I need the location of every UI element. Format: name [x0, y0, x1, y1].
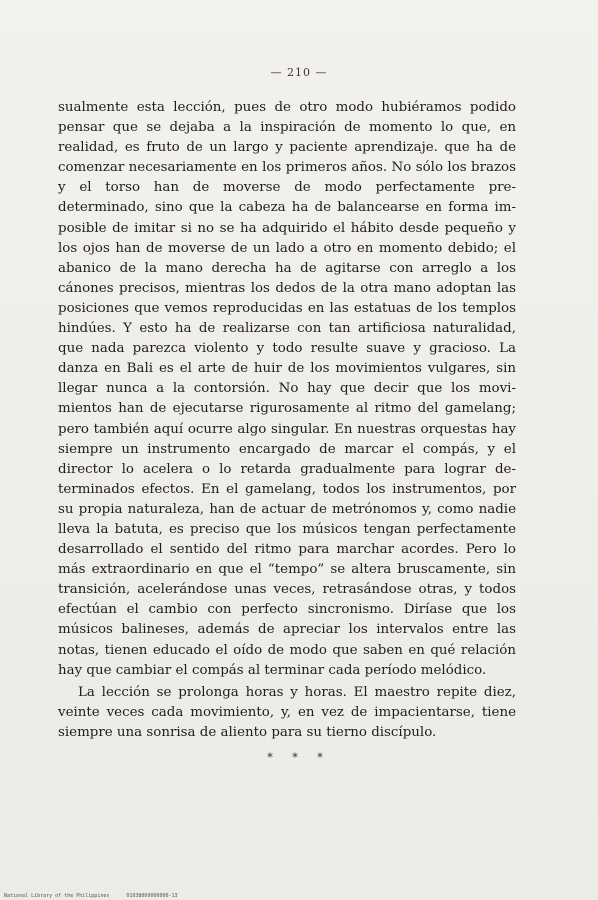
scan-footer	[4, 893, 192, 899]
page-number: — 210 —	[270, 66, 328, 79]
footer-code: 01038000000000-13	[126, 893, 178, 899]
paragraph-1: sualmente esta lección, pues de otro modo hubiéramos podido pensar que se dejaba a la inspiración de momento lo que, en realidad, es fruto de un largo y paciente aprendizaje. que ha de comenzar necesariamente en los primeros años. No sólo los brazos y el torso han de moverse de modo perfectamente predeterminado, sino que la cabeza ha de balancearse en forma imposible de imitar si no se ha adquirido el hábito desde pequeño y los ojos han de moverse de un lado a otro en momento debido; el abanico de la mano derecha ha de agitarse con arreglo a los cánones precisos, mientras los dedos de la otra mano adoptan las posiciones que vemos reproducidas en las estatuas de los templos hindúes. Y esto ha de realizarse con tan artificiosa naturalidad, que nada parezca violento y todo resulte suave y gracioso. La danza en Bali es el arte de huir de los movimientos vulgares, sin llegar nunca a la contorsión. No hay que decir que los movimientos han de ejecutarse rigurosamente al ritmo del gamelang; pero también aquí ocurre algo singular. En nuestras orquestas hay siempre un instrumento encargado de marcar el compás, y el director lo acelera o lo retarda gradualmente para lograr determinados efectos. En el gamelang, todos los instrumentos, por su propia naturaleza, han de actuar de metrónomos y, como nadie lleva la batuta, es preciso que los músicos tengan perfectamente desarrollado el sentido del ritmo para marchar acordes. Pero lo más extraordinario en que el “tempo” se altera bruscamente, sin transición, acelerándose unas veces, retrasándose otras, y todos efectúan el cambio con perfecto sincronismo. Diríase que los músicos balineses, además de apreciar los intervalos entre las notas, tienen educado el oído de modo que saben en qué relación hay que cambiar el compás al terminar cada período melódico.	[58, 100, 516, 678]
footer-library: National Library of the Philippines	[4, 893, 110, 899]
paragraph-2: La lección se prolonga horas y horas. El maestro repite diez, veinte veces cada movimiento, y, en vez de impacientarse, tiene siempre una sonrisa de aliento para su tierno discípulo.	[58, 684, 516, 740]
section-ornament: * * *	[267, 751, 331, 764]
body-text	[58, 98, 516, 743]
